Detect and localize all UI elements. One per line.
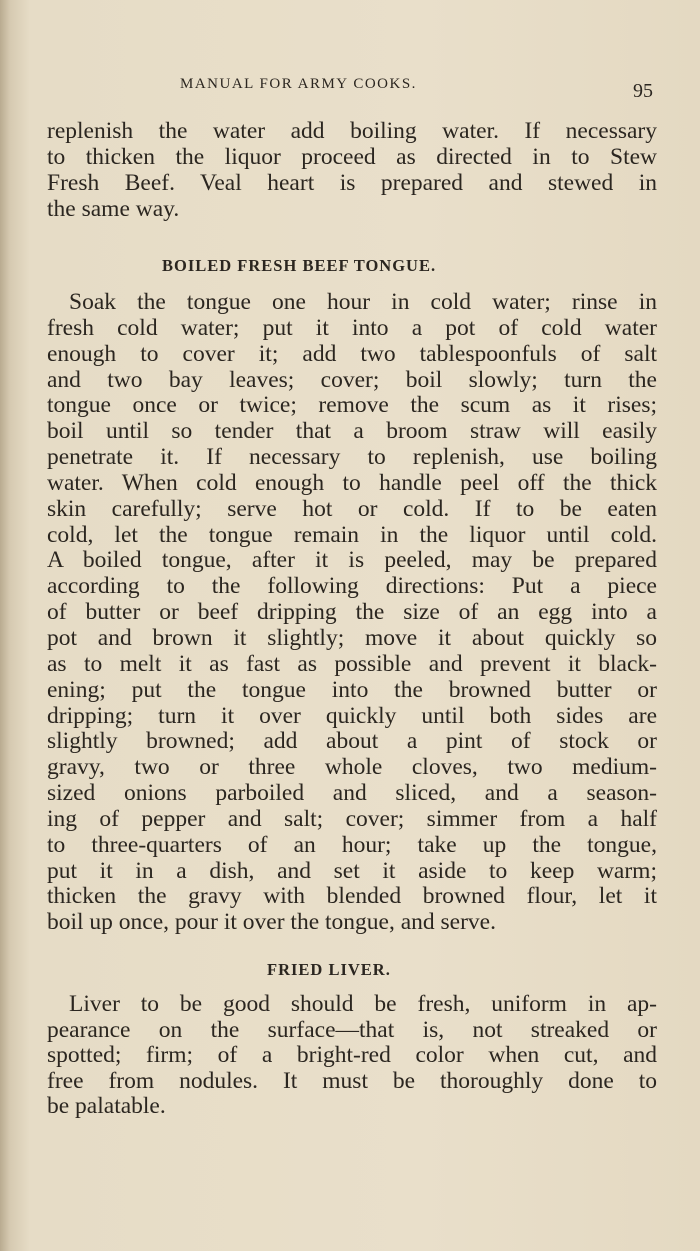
text-line: the same way. (47, 196, 180, 222)
text-line: enough to cover it; add two tablespoonfuls of salt (47, 340, 657, 367)
text-line: gravy, two or three whole cloves, two medium- (47, 754, 657, 781)
text-line: put it in a dish, and set it aside to keep warm; (47, 857, 657, 884)
text-line: to thicken the liquor proceed as directed in to Stew (47, 144, 657, 170)
text-line: dripping; turn it over quickly until both sides are (47, 702, 657, 729)
text-line: penetrate it. If necessary to replenish, use boiling (47, 444, 657, 471)
text-line: Fresh Beef. Veal heart is prepared and stewed in (47, 170, 657, 196)
text-line: A boiled tongue, after it is peeled, may be prepared (47, 547, 657, 574)
text-line: skin carefully; serve hot or cold. If to be eaten (47, 495, 657, 522)
text-line: according to the following directions: Put a piece (47, 573, 657, 600)
text-line: boil up once, pour it over the tongue, and serve. (47, 909, 496, 936)
text-line: water. When cold enough to handle peel off the thick (47, 469, 657, 496)
text-line: of butter or beef dripping the size of an egg into a (47, 599, 657, 626)
section-heading-fried-liver: FRIED LIVER. (267, 960, 391, 979)
text-line: Liver to be good should be fresh, uniform in ap- (69, 991, 657, 1017)
text-line: ening; put the tongue into the browned butter or (47, 676, 657, 703)
text-line: and two bay leaves; cover; boil slowly; turn the (47, 366, 657, 393)
page-number: 95 (633, 80, 653, 102)
text-line: pot and brown it slightly; move it about quickly so (47, 624, 657, 651)
text-line: slightly browned; add about a pint of stock or (47, 728, 657, 755)
fried-liver-paragraph (47, 992, 657, 1120)
text-line: cold, let the tongue remain in the liquor until cold. (47, 521, 657, 548)
text-line: to three-quarters of an hour; take up the tongue, (47, 831, 657, 858)
text-line: ing of pepper and salt; cover; simmer from a half (47, 805, 657, 832)
text-line: as to melt it as fast as possible and prevent it black- (47, 650, 657, 677)
boiled-tongue-paragraph (47, 290, 657, 936)
text-line: sized onions parboiled and sliced, and a season- (47, 780, 657, 807)
running-header: MANUAL FOR ARMY COOKS. (180, 76, 417, 92)
text-line: spotted; firm; of a bright-red color when cut, and (47, 1042, 657, 1069)
text-line: replenish the water add boiling water. If necessary (47, 118, 657, 144)
text-line: fresh cold water; put it into a pot of cold water (47, 314, 657, 341)
text-line: pearance on the surface—that is, not streaked or (47, 1016, 657, 1043)
text-line: tongue once or twice; remove the scum as it rises; (47, 392, 657, 419)
intro-paragraph (47, 118, 657, 222)
text-line: thicken the gravy with blended browned flour, let it (47, 883, 657, 910)
text-line: Soak the tongue one hour in cold water; rinse in (69, 289, 657, 315)
section-heading-boiled-tongue: BOILED FRESH BEEF TONGUE. (162, 256, 437, 275)
text-line: free from nodules. It must be thoroughly done to (47, 1067, 657, 1094)
text-line: be palatable. (47, 1093, 166, 1120)
text-line: boil until so tender that a broom straw will easily (47, 418, 657, 445)
